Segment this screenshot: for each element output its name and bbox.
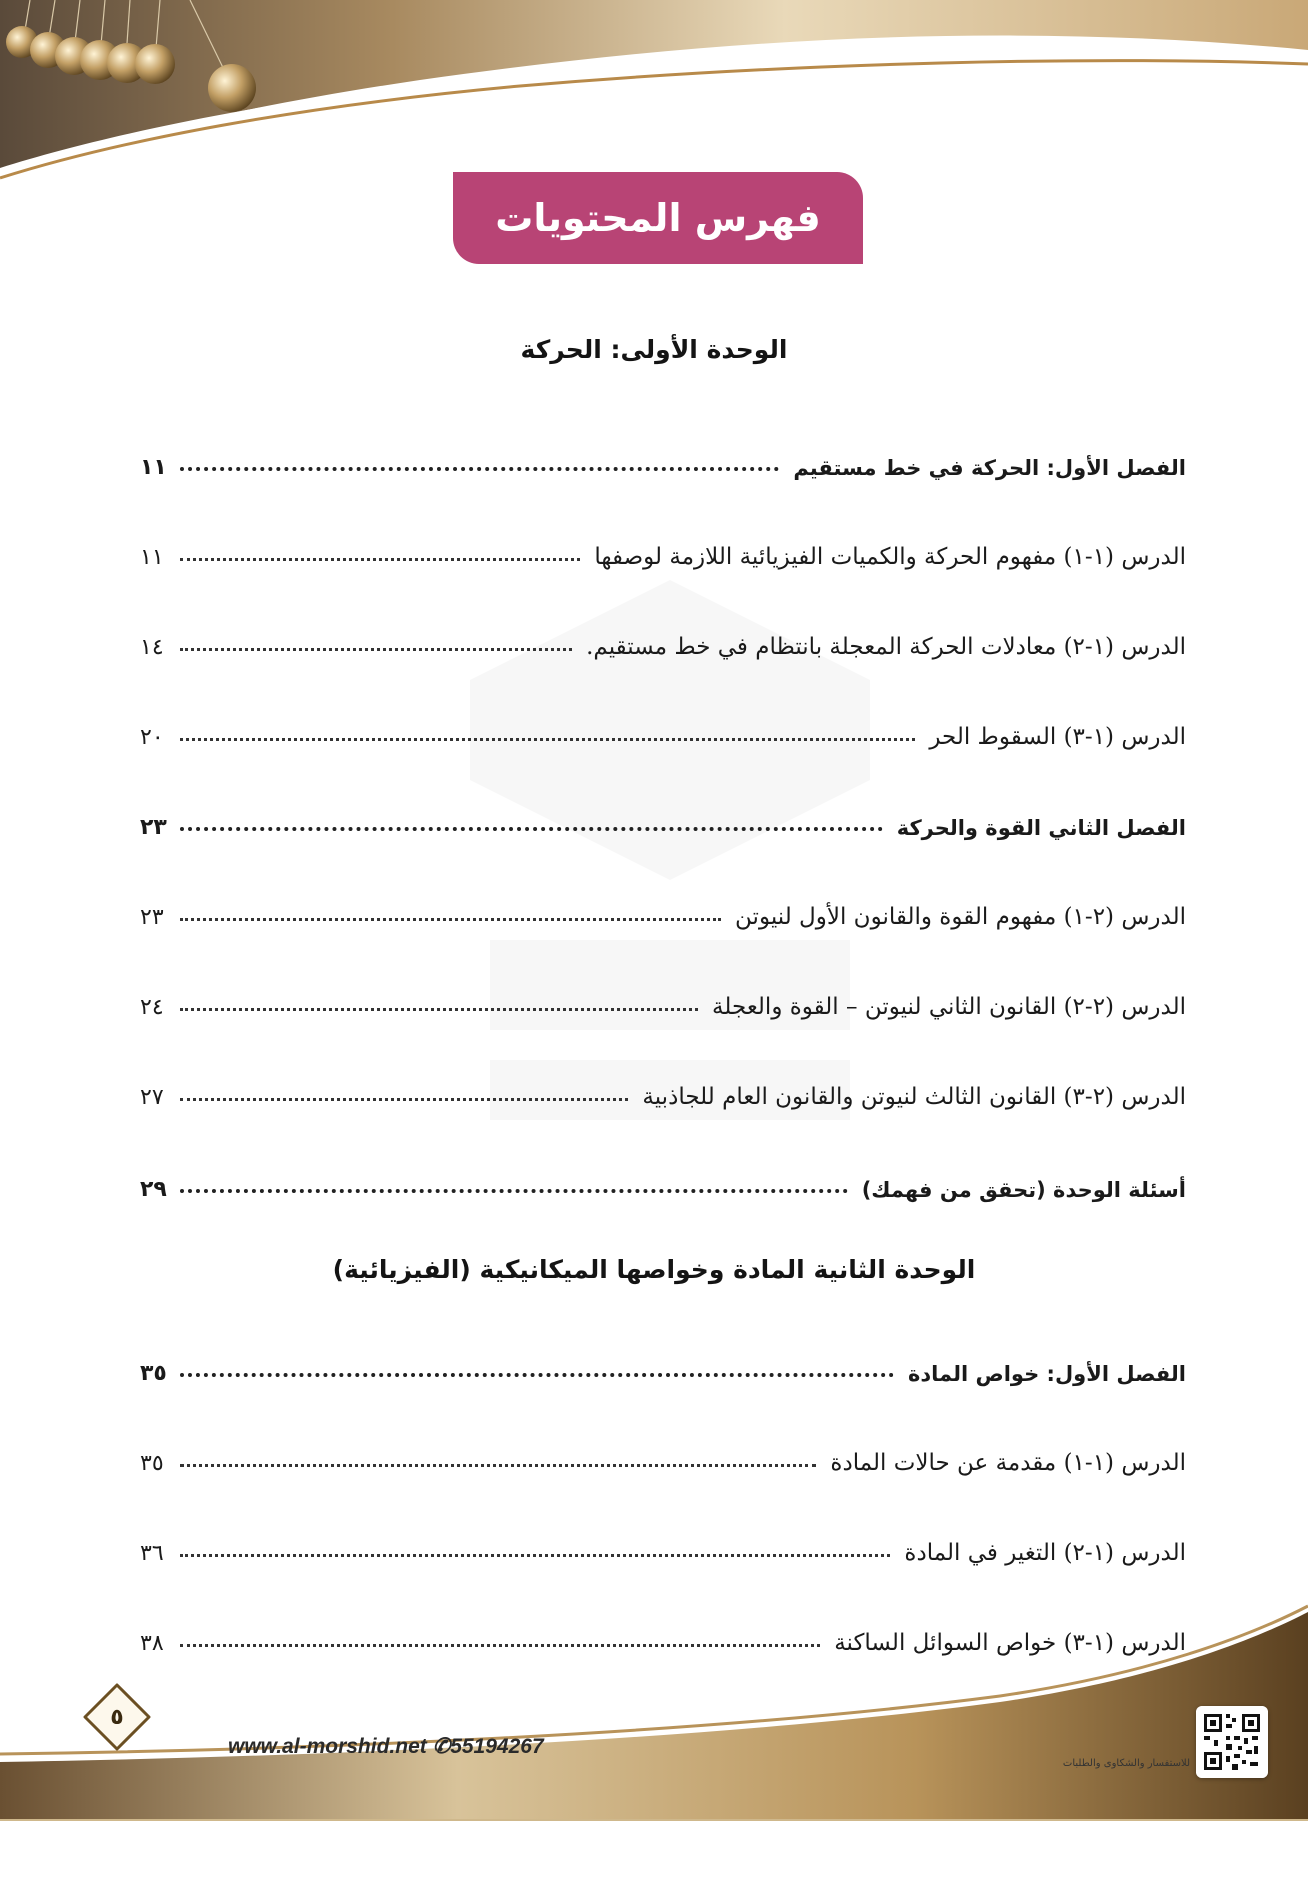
website-link[interactable]: www.al-morshid.net <box>228 1735 427 1758</box>
dot-leader <box>180 918 721 921</box>
header-decoration <box>0 0 1308 190</box>
toc-entry[interactable] <box>140 440 1186 480</box>
dot-leader <box>180 738 915 741</box>
toc-entry[interactable] <box>140 530 1186 570</box>
dot-leader <box>180 1554 890 1557</box>
dot-leader <box>180 1373 894 1377</box>
toc-page-number: ١١ <box>140 455 167 480</box>
toc-page-number: ٣٦ <box>140 1541 164 1566</box>
phone-number: ✆55194267 <box>432 1735 544 1758</box>
toc-entry-title: الفصل الثاني القوة والحركة <box>896 816 1186 840</box>
toc-entry[interactable] <box>140 620 1186 660</box>
qr-code-icon[interactable] <box>1196 1706 1268 1778</box>
dot-leader <box>180 558 580 561</box>
toc-page-number: ٢٧ <box>140 1085 164 1110</box>
toc-entry-title: الدرس (١-٣) خواص السوائل الساكنة <box>834 1630 1186 1656</box>
toc-entry[interactable] <box>140 1070 1186 1110</box>
toc-page-number: ٣٥ <box>140 1451 164 1476</box>
qr-caption: للاستفسار والشكاوى والطلبات <box>1062 1758 1190 1769</box>
toc-entry-title: الفصل الأول: الحركة في خط مستقيم <box>793 456 1186 480</box>
unit-heading: الوحدة الأولى: الحركة <box>520 335 788 364</box>
dot-leader <box>180 1464 816 1467</box>
dot-leader <box>180 467 779 471</box>
dot-leader <box>180 1008 698 1011</box>
toc-entry[interactable] <box>140 1436 1186 1476</box>
dot-leader <box>180 648 572 651</box>
footer-decoration <box>0 1592 1308 1892</box>
toc-entry[interactable] <box>140 710 1186 750</box>
toc-page-number: ٢٣ <box>140 815 167 840</box>
toc-entry-title: الدرس (٢-٢) القانون الثاني لنيوتن – القوة والعجلة <box>712 994 1186 1020</box>
toc-entry-title: الدرس (١-١) مفهوم الحركة والكميات الفيزيائية اللازمة لوصفها <box>594 544 1186 570</box>
toc-entry-title: الفصل الأول: خواص المادة <box>907 1362 1186 1386</box>
page-number-badge <box>82 1682 152 1752</box>
toc-entry[interactable] <box>140 890 1186 930</box>
toc-entry[interactable] <box>140 1526 1186 1566</box>
dot-leader <box>180 1098 628 1101</box>
toc-entry[interactable] <box>140 980 1186 1020</box>
toc-entry-title: الدرس (١-١) مقدمة عن حالات المادة <box>830 1450 1186 1476</box>
toc-page-number: ٣٥ <box>140 1361 167 1386</box>
unit-heading: الوحدة الثانية المادة وخواصها الميكانيكية (الفيزيائية) <box>332 1255 976 1284</box>
toc-page-number: ١١ <box>140 545 164 570</box>
toc-page-number: ١٤ <box>140 635 164 660</box>
toc-page-number: ٢٤ <box>140 995 164 1020</box>
toc-entry[interactable] <box>140 1346 1186 1386</box>
footer-contact <box>228 1734 544 1759</box>
toc-entry-title: الدرس (١-٢) التغير في المادة <box>904 1540 1186 1566</box>
toc-page-number: ٢٣ <box>140 905 164 930</box>
toc-entry-title: الدرس (١-٣) السقوط الحر <box>929 724 1186 750</box>
toc-entry[interactable] <box>140 1162 1186 1202</box>
toc-page-number: ٢٠ <box>140 725 164 750</box>
toc-page-number: ٢٩ <box>140 1177 167 1202</box>
toc-entry-title: الدرس (٢-٣) القانون الثالث لنيوتن والقانون العام للجاذبية <box>642 1084 1186 1110</box>
toc-entry-title: الدرس (١-٢) معادلات الحركة المعجلة بانتظام في خط مستقيم. <box>586 634 1186 660</box>
toc-page-number: ٣٨ <box>140 1631 164 1656</box>
page-number: ٥ <box>110 1704 124 1730</box>
toc-entry-title: أسئلة الوحدة (تحقق من فهمك) <box>861 1178 1186 1202</box>
dot-leader <box>180 1189 848 1193</box>
dot-leader <box>180 827 883 831</box>
toc-entry[interactable] <box>140 800 1186 840</box>
page-title: فهرس المحتويات <box>453 172 863 264</box>
toc-entry-title: الدرس (٢-١) مفهوم القوة والقانون الأول لنيوتن <box>735 904 1186 930</box>
